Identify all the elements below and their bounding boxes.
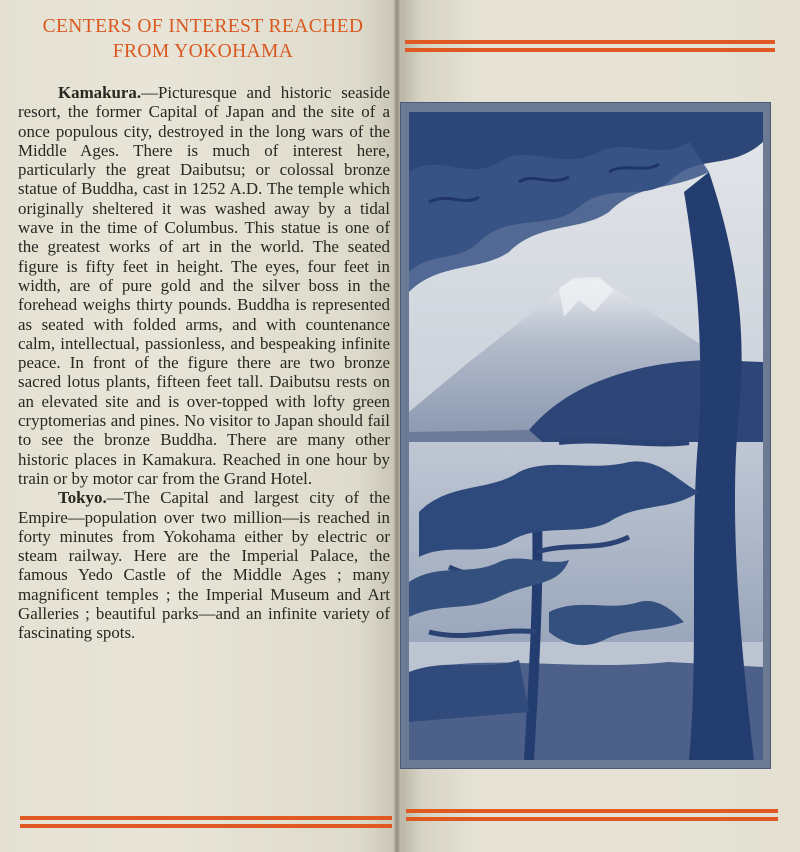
section-place-name: Tokyo. bbox=[58, 488, 107, 508]
article-body bbox=[18, 83, 390, 643]
mount-fuji-photo bbox=[409, 112, 763, 760]
section-text: —The Capital and largest city of the Empire—population over two million—is reached in forty minutes from Yokohama either by electric or steam railway. Here are the Imperial Palace, the famous Yedo Castle of the Middle Ages ; many magnificent temples ; the Imperial Museum and Art Galleries ; beautiful parks—and an infinite variety of fascinating spots. bbox=[18, 488, 390, 643]
section-kamakura bbox=[18, 83, 390, 488]
bottom-rule-right bbox=[406, 808, 778, 824]
heading-line-2: FROM YOKOHAMA bbox=[112, 41, 294, 62]
bottom-rule-left bbox=[20, 815, 392, 831]
left-page bbox=[0, 0, 397, 852]
page-heading bbox=[14, 14, 392, 64]
top-rule-right bbox=[405, 39, 775, 55]
section-tokyo bbox=[18, 488, 390, 642]
section-place-name: Kamakura. bbox=[58, 83, 142, 102]
heading-line-1: CENTERS OF INTEREST REACHED bbox=[42, 16, 364, 37]
section-text: —Picturesque and historic seaside resort, the former Capital of Japan and the site of a once populous city, destroyed in the long wars of the Middle Ages. There is much of interest here, particularly the great Daibutsu; or colossal bronze statue of Buddha, cast in 1252 A.D. The temple which originally sheltered it was washed away by a tidal wave in the time of Columbus. This statue is one of the greatest works of art in the world. The seated figure is fifty feet in height. The eyes, four feet in width, are of pure gold and the silver boss in the forehead weighs thirty pounds. Buddha is represented as seated with folded arms, and with countenance calm, intellectual, passionless, and bespeaking infinite peace. In front of the figure there are two bronze sacred lotus plants, fifteen feet tall. Daibutsu rests on an elevated site and is over-topped with lofty green cryptomerias and pines. No visitor to Japan should fail to see the bronze Buddha. There are many other historic places in Kamakura. Reached in one hour by train or by motor car from the Grand Hotel. bbox=[18, 83, 390, 488]
